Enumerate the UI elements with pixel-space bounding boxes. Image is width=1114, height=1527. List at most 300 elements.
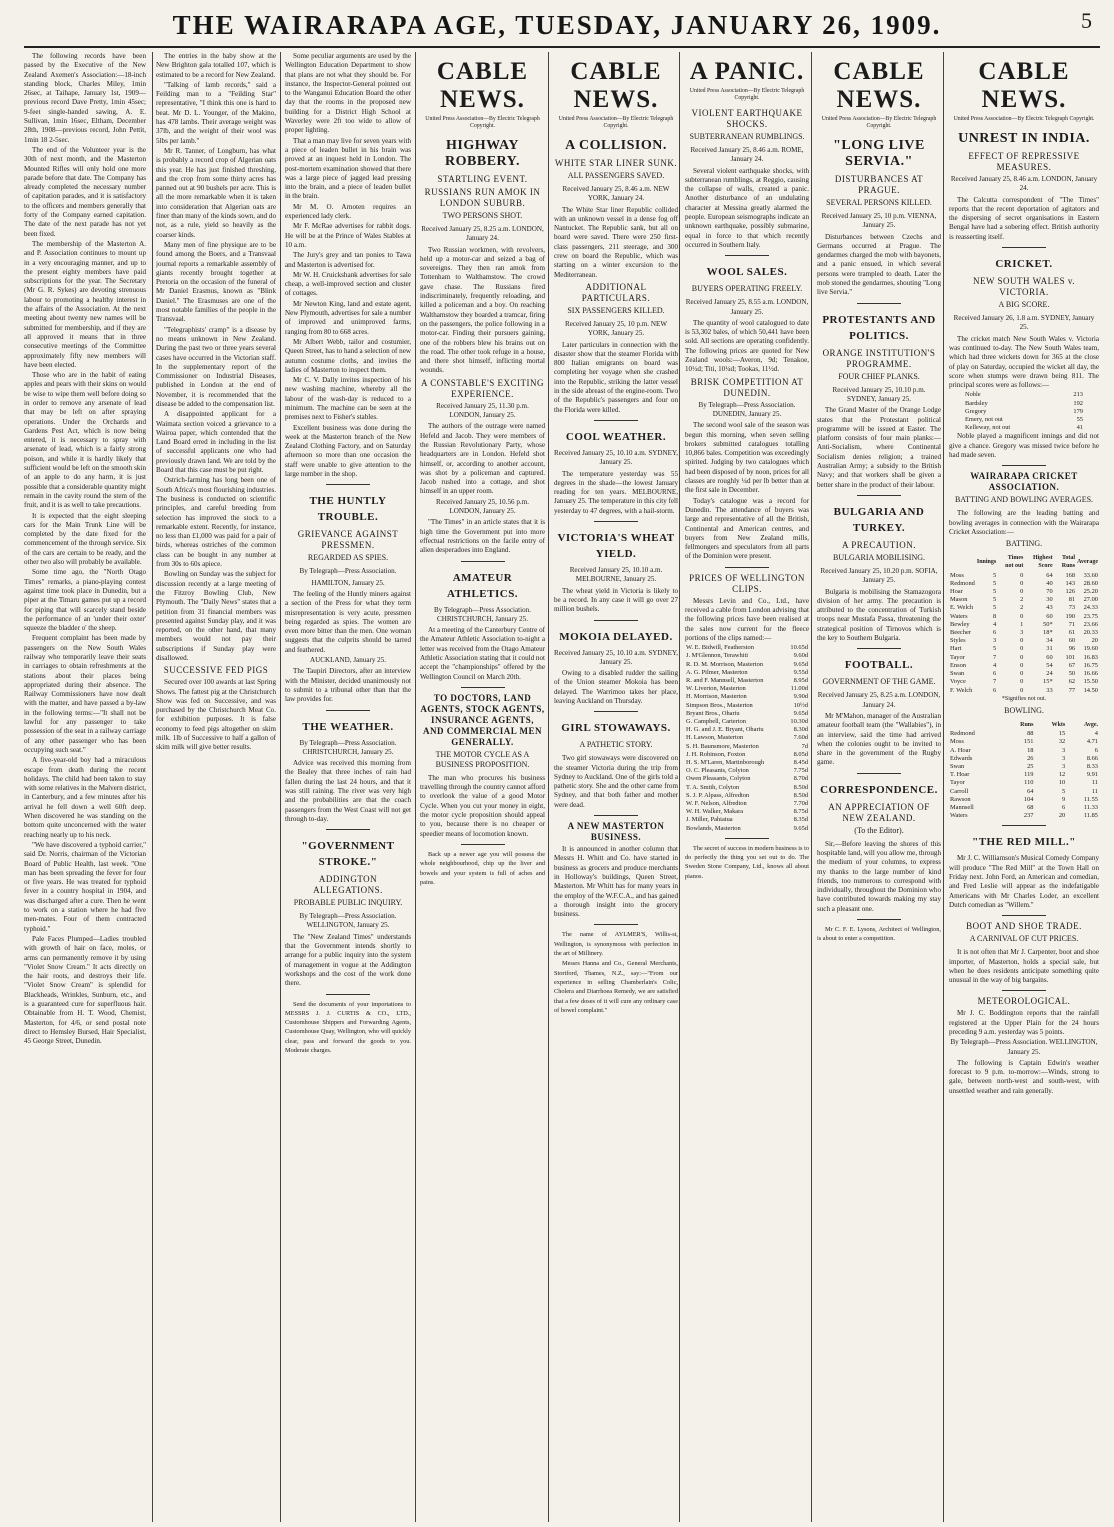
stat-value: 73 [1068,604,1076,612]
stat-value: 168 [1065,571,1076,579]
advertisement: The secret of success in modern business is to do perfectly the thing you set out to do. The Sweden Stone Company, Ltd., knows all about pianos. [685,844,809,880]
stat-value: 30 [1046,596,1053,604]
stat-value: 26 [1027,754,1034,762]
stat-value: 88 [1027,730,1034,738]
clip-name: S. J. P. Alpass, Alfredton [686,791,750,799]
divider [1002,915,1046,916]
stat-value: 27.00 [1083,596,1098,604]
article-headline: BOOT AND SHOE TRADE. [966,921,1082,932]
stat-value: 25 [1027,763,1034,771]
stat-value: 6 [1062,804,1066,812]
stat-value: 15* [1043,678,1053,686]
player-name: Tayor [950,653,965,661]
table-row [685,677,809,685]
column-header: Wkts [1051,722,1066,728]
article-subhead: SIX PASSENGERS KILLED. [567,305,665,315]
player-runs: 192 [1073,399,1083,407]
article-subhead: PRICES OF WELLINGTON CLIPS. [689,572,805,594]
stat-value: 18 [1027,746,1034,754]
table-row [949,662,1099,670]
paragraph: Mr Albert Webb, tailor and costumier, Queen Street, has to hand a selection of new autumn costume cloths, and invites the ladies of Masterton to inspect them. [285,337,411,374]
notice-text: Secured over 100 awards at last Spring Shows. The fattest pig at the Christchurch Show was fed on Successive, and was purchased by the Christchurch Meat Co. for exhibition purposes. It is false economy to feed pigs altogether on skim milk. 1lb of Successive to half a gallon of skim milk will give better results. [156,678,276,752]
article-subhead: NEW SOUTH WALES v. VICTORIA. [972,276,1076,298]
divider [857,495,901,496]
dateline: Received January 25, 10.10 a.m. MELBOURNE, January 25. [569,566,663,584]
dateline: By Telegraph—Press Association. CHRISTCHURCH, January 25. [299,738,397,756]
dateline: Received January 26, 1.8 a.m. SYDNEY, January 25. [953,314,1095,332]
dateline: Received January 25, 10 p.m. VIENNA, January 25. [821,212,937,230]
player-name: Rawson [950,795,971,803]
stat-value: 5 [993,579,997,587]
article-headline: MOKOIA DELAYED. [559,630,673,643]
article-subhead: DISTURBANCES AT PRAGUE. [834,174,924,195]
player-name: Redmond [950,579,975,587]
dateline: By Telegraph—Press Association. CHRISTCHURCH, January 25. [434,605,531,623]
article-subhead: ORANGE INSTITUTION'S PROGRAMME. [822,347,936,369]
masthead-rule [24,46,1100,48]
stat-value: 5 [993,596,997,604]
stat-value: 6 [993,629,997,637]
column-4 [420,52,545,1522]
player-name: F. Welch [950,686,973,694]
stat-value: 151 [1023,738,1034,746]
section-heading: CABLE NEWS. [833,58,925,113]
table-row [685,792,809,800]
article-subhead: TWO PERSONS SHOT. [442,211,523,220]
article-body: "The Times" in an article states that it is high time the Government put into more effectual restrictions on the facile entry of alien desperadoes into England. [420,518,545,555]
clip-name: Bryant Bros., Ohariu [686,709,740,717]
stat-value: 64 [1046,571,1053,579]
article-headline: WOOL SALES. [706,266,788,279]
stat-value: 4 [1094,730,1098,738]
stat-value: 18* [1043,629,1053,637]
paragraph: A disappointed applicant for a Waimata section voiced a grievance to a Wairoa paper, which contended that the Land Board erred in including in the list of successful applicants one who had previously drawn land. We are told by the Board that this case must be put right. [156,410,276,475]
table-row [685,661,809,669]
paragraph: "We have discovered a typhoid carrier," said Dr. Norris, chairman of the Victorian Board of Public Health, last week. "One man has been spreading the fever for four or five years. He was treated for typhoid fever in a country hospital in 1904, and was discharged after a cure. Then he went to work on a station where he had five men-mates. Four of them contracted typhoid." [24,840,146,933]
dateline: Received January 25, 10.10 p.m. SYDNEY, January 25. [832,385,926,403]
article-headline: CORRESPONDENCE. [820,783,938,796]
stat-value: 0 [1020,678,1024,686]
stat-value: 6 [993,686,997,694]
masthead-title: THE WAIRARAPA AGE, TUESDAY, JANUARY 26, 1909. [172,10,942,40]
paragraph: "Telegraphists' cramp" is a disease by no means unknown in New Zealand. During the past two or three years several cases have occurred in the Victorian staff. In the supplementary report of the Commissioner on Industrial Diseases, published in London at the end of November, it is recommended that the disease be added to the compensation list. [156,325,276,408]
clip-name: Bowlands, Masterton [686,824,741,832]
column-header: Innings [976,559,997,566]
article-body: Owing to a disabled rudder the sailing of the Union steamer Mokoia has been delayed. The Warrimoo takes her place, leaving Auckland on Thursday. [554,669,678,705]
table-label: BATTING. [1005,539,1043,549]
table-label: BOWLING. [1004,706,1044,715]
stat-value: 28.60 [1083,579,1098,587]
stat-value: 0 [1020,637,1024,645]
article-subhead: ADDINGTON ALLEGATIONS. [313,874,383,896]
stat-value: 7 [993,653,997,661]
article-body: The man who procures his business travelling through the country cannot afford to overlook the value of a good Motor Cycle. When you cut your money in eight, the motor cycle proposition should appeal to you, because there is no cheaper or speedier means of locomotion known. [420,773,545,838]
divider [326,994,370,995]
column-2 [156,52,276,1522]
notice-heading: SUCCESSIVE FED PIGS [163,665,269,676]
clip-name: J. Miller, Pahiatua [686,816,733,824]
stat-value: 0 [1020,588,1024,596]
table-row [949,645,1099,653]
stat-value: 3 [993,637,997,645]
player-name: Mason [950,596,968,604]
article-headline: THE WEATHER. [302,720,394,733]
advertisement: Back up a newer age you will possess the whole neighbourhood, chip up the liver and bowels and your system is full of aches and pains. [420,850,545,886]
article-body: The temperature yesterday was 55 degrees in the shade—the lowest January reading for ten years. MELBOURNE, January 25. The temperature in this city fell yesterday to 47 degrees, with a hail-storm. [554,469,678,515]
player-name: Hart [950,645,962,653]
article-headline: HIGHWAY ROBBERY. [445,138,520,169]
stat-value: 0 [1020,670,1024,678]
table-row [949,730,1099,738]
table-row [685,759,809,767]
player-name: Edwards [950,754,973,762]
table-row [949,779,1099,787]
article-headline: UNREST IN INDIA. [958,131,1090,146]
dateline: By Telegraph—Press Association. [299,567,397,576]
paragraph: Excellent business was done during the week at the Masterton branch of the New Zealand Clothing Factory, and on Saturday afternoon so more than one occasion the staff were unable to give attention to the large number in the shop. [285,423,411,479]
wire-credit: United Press Association—By Electric Telegraph Copyright. [425,116,540,129]
paragraph: The following records have been passed by the Executive of the New Zealand Axemen's Association:—18-inch standing block, Charles Miley, 1min 26sec, at Taihape, January 1st, 1909—previous record Dave Pretty, 1min 45sec; 9-feet single-handed sawing, A. E. Sullivan, 1min 16sec, Eltham, December 28th, 1908—previous record, John Pettit, 1min 18 2-5sec. [24,52,146,144]
stat-value: 0 [1020,612,1024,620]
player-runs: 55 [1076,416,1083,424]
table-row [949,613,1099,621]
clip-name: H. Morrison, Masterton [686,693,747,701]
player-runs: 179 [1073,407,1083,415]
table-row [949,572,1099,580]
paragraph: The end of the Volunteer year is the 30th of next month, and the Masterton Mounted Rifles will only hold one more parade before that date. The Company has already completed the necessary number of capitation parades, and it is satisfactory to the officers and members generally that forty of the Company earned capitation. The date of the next parade has not yet been fixed. [24,145,146,238]
paragraph: "Talking of lamb records," said a Feilding man to a "Feilding Star" representative, "I think this one is hard to beat. Mr D. L. Younger, of the Makino, has 478 lambs. Their average weight was 37lb, and the weight of their wool was 5lbs per lamb." [156,80,276,145]
table-row [685,743,809,751]
dateline: HAMILTON, January 25. [311,578,385,587]
stat-value: 101 [1065,653,1076,661]
table-footnote: *Signifies not out. [1001,695,1047,702]
player-name: Enson [950,661,966,669]
stat-value: 237 [1023,812,1034,820]
player-name: Gregory [965,407,987,415]
divider [725,255,769,256]
clip-price: 7d [801,742,808,750]
stat-value: 5 [993,571,997,579]
table-row [949,747,1099,755]
article-subhead: SUBTERRANEAN RUMBLINGS. [689,132,805,141]
article-body: The Calcutta correspondent of "The Times" reports that the recent deportation of agitators and the dispersing of secret organisations in Eastern Bengal have had a sobering effect. British authority is reasserting itself. [949,195,1099,241]
article-subhead: THE MOTOR CYCLE AS A BUSINESS PROPOSITION. [435,749,530,769]
article-headline: "THE RED MILL." [972,836,1076,849]
article-body: The feeling of the Huntly miners against a section of the Press for what they term misrepresentation is very acute, pressmen being regarded as spies. The women are even more bitter than the men. One woman suggests that the culprits should be tarred and feathered. [285,589,411,654]
stat-value: 33 [1046,686,1053,694]
stat-value: 16.83 [1083,653,1098,661]
column-header [949,720,1003,730]
table-row [685,825,809,833]
dateline: By Telegraph—Press Association. WELLINGTON, January 25. [950,1038,1098,1056]
table-row [949,738,1099,746]
dateline: AUCKLAND, January 25. [309,656,387,665]
table-row [685,702,809,710]
article-headline: A NEW MASTERTON BUSINESS. [567,821,665,843]
article-headline: "LONG LIVE SERVIA." [833,138,925,169]
article-body: Mr J. C. Williamson's Musical Comedy Company will produce "The Red Mill" at the Town Hall on Friday next. John Ford, an American and comedian, and Fred Leslie will appear as the indefatigable Americans with Mr Charles Loder, an excellent Dutch comedian as "Willem." [949,854,1099,909]
column-8 [949,52,1099,1522]
stat-value: 96 [1068,645,1076,653]
stat-value: 8.66 [1086,754,1098,762]
article-headline: BULGARIA AND TURKEY. [833,505,925,534]
divider [461,844,505,845]
clip-name: S. H. Baunsmore, Masterton [686,742,759,750]
stat-value: 11.85 [1083,812,1098,820]
article-body: The Grand Master of the Orange Lodge states that the Protestant political programme will be issued at Easter. The platform consists of four main planks:—Anti-Socialism, where Continental Socialism denies religion; a trained Australian Army; a subsidy to the British Navy; and that workers shall be given a better share in the product of their labour. [817,406,941,489]
table-row [685,767,809,775]
column-6 [685,52,809,1522]
stat-value: 3 [1020,629,1024,637]
stat-value: 7 [993,678,997,686]
clip-name: T. A. Smith, Colyton [686,783,740,791]
table-row [685,685,809,693]
dateline: Received January 25, 8.46 a.m. ROME, January 24. [690,146,804,164]
clip-name: J. M'Glennon, Terawhiti [686,652,748,660]
player-name: Emery, not out [965,416,1003,424]
player-name: Waters [950,812,968,820]
divider [857,303,901,304]
divider [857,773,901,774]
clip-price: 8.30d [793,726,808,734]
stat-value: 4.71 [1086,738,1098,746]
article-body: Advice was received this morning from the Bealey that three inches of rain had fallen during the last 24 hours, and that it was still raining. The river was very high and the probabilities are that the coach passengers from the West Coast will not get through to-day. [285,759,411,823]
clip-price: 7.60d [793,734,808,742]
clip-price: 8.45d [793,759,808,767]
section-heading: A PANIC. [689,58,805,85]
article-subhead: WHITE STAR LINER SUNK. [554,158,678,168]
stat-value: 9.91 [1086,771,1098,779]
player-name: Tayor [950,779,965,787]
paragraph: Mr M. O. Arnoten requires an experienced lady clerk. [285,202,411,221]
article-body: The wheat yield in Victoria is likely to be a record. In any case it will go over 27 million bushels. [554,586,678,614]
divider [1002,990,1046,991]
article-headline: METEOROLOGICAL. [977,996,1071,1007]
article-subhead: A BIG SCORE. [998,300,1050,310]
divider [326,484,370,485]
paragraph: Mr W. H. Cruickshank advertises for sale cheap, a well-improved section and cluster of cottages. [285,270,411,298]
stat-value: 0 [1020,645,1024,653]
table-row [949,604,1099,612]
stat-value: 61 [1068,629,1076,637]
article-body: Mr M'Mahon, manager of the Australian amateur football team (the "Wallabies"), in an interview, said the time had arrived when the colonies ought to be invited to share in the government of the Rugby game. [817,711,941,767]
article-headline: VICTORIA'S WHEAT YIELD. [557,532,675,561]
advertisement: The name of AYLMER'S, Willis-st, Wellington, is synonymous with perfection in the art of Millinery. [554,931,678,958]
player-name: T. Hoar [950,771,970,779]
clip-price: 8.50d [793,783,808,791]
table-row [949,763,1099,771]
clip-price: 7.75d [793,767,808,775]
article-subhead: SEVERAL PERSONS KILLED. [826,198,932,207]
article-subhead: (To the Editor). [854,825,904,835]
section-heading: CABLE NEWS. [570,58,662,113]
table-row [964,416,1084,424]
player-name: Mannsell [950,804,974,812]
article-body: It is not often that Mr J. Carpenter, boot and shoe importer, of Masterton, holds a special sale, but when he does residents anticipate something quite unusual in the way of big bargains. [949,948,1099,985]
paragraph: It is expected that the eight sleeping cars for the Main Trunk Line will be completed by the date fixed for the commencement of the through service. Six of the cars are certain to be ready, and the other two also will probably be available. [24,511,146,567]
table-row [949,629,1099,637]
article-subhead: A CONSTABLE'S EXCITING EXPERIENCE. [421,377,544,399]
column-header [949,553,976,571]
column-3 [285,52,411,1522]
table-row [685,816,809,824]
stat-value: 67 [1068,661,1076,669]
stat-value: 3 [1062,754,1066,762]
clip-name: H. S. M'Laren, Martinborough [686,759,765,767]
table-row [949,654,1099,662]
stat-value: 64 [1027,787,1034,795]
stat-value: 8 [993,612,997,620]
article-body: Two girl stowaways were discovered on the steamer Victoria during the trip from Sydney to Auckland. One of the girls told a pathetic story. She and the other came from Sydney, and that both father and mother were dead. [554,754,678,809]
clip-name: O. C. Pleasants, Colyton [686,767,749,775]
wire-credit: United Press Association—By Electric Telegraph Copyright. [558,116,674,129]
paragraph: The entries in the baby show at the New Brighton gala totalled 107, which is estimated to be a record for New Zealand. [156,52,276,79]
paragraph: Many men of fine physique are to be found among the Boers, and a Transvaal journal reports a remarkable assembly of giants recently brought together at Pretoria on the occasion of the funeral of Mr Daniel Erasmus, known as "Blink Daniel." The Erasmuses are one of the most notable families of the people in the Transvaal. [156,240,276,324]
table-row [949,687,1099,695]
clip-name: Simpson Bros., Masterton [686,701,753,709]
table-row [964,424,1084,432]
article-body: The "New Zealand Times" understands that the Government intends shortly to arrange for a public inquiry into the system of management in vogue at the Addington workshops and the cost of the work done there. [285,932,411,988]
column-header: Avge. [1083,722,1098,728]
wire-credit: United Press Association—By Electric Telegraph Copyright. [689,88,805,101]
column-1 [24,52,146,1522]
divider [1002,825,1046,826]
stat-value: 60 [1068,637,1076,645]
advertisement: Send the documents of your importations to MESSRS J. J. CURTIS & CO., LTD., Customhouse Shippers and Forwarding Agents, Customhouse Quay, Wellington, who will quickly clear, pass and forward the goods to you. Moderate charges. [285,1000,411,1055]
player-name: Bewley [950,620,970,628]
column-header: Total Runs [1061,555,1076,570]
paragraph: The Jury's grey and tan ponies to Tawa and Masterton is advertised for. [285,251,411,269]
divider [594,420,638,421]
article-subhead: REGARDED AS SPIES. [307,553,389,563]
table-row [685,784,809,792]
paragraph: The membership of the Masterton A. and P. Association continues to mount up in a very encouraging manner, and up to the present eighty members have paid subscriptions for the year. The Secretary (Mr G. R. Sykes) are devoting strenuous labour to promoting a healthy interest in the affairs of the Association. At the next meeting about twenty new names will be submitted for membership, and if they are all approved it means that in three consecutive meetings of the Committee approximately fifty new members will have been elected. [24,239,146,369]
clip-price: 10½d [793,701,808,709]
article-subhead: ADDITIONAL PARTICULARS. [581,281,651,303]
stat-value: 43 [1046,604,1053,612]
column-header: Highest Score [1032,555,1053,570]
paragraph: Mr R. Tanner, of Longburn, has what is probably a record crop of Algerian oats this year. He has just finished threshing, and the crop from some thirty acres has panned out at 90 bushels per acre. This is all the more remarkable when it is taken into consideration that Algerian oats are finer than many of the kinds sown, and do not, as a rule, yield so heavily as the coarser kinds. [156,146,276,239]
divider [857,648,901,649]
paragraph: Pale Faces Plumped—Ladies troubled with growth of hair on face, moles, or arms can permanently remove it by using "Violet Snow Cream." It acts directly on the hair roots, and destroys their life. "Violet Snow Cream" is splendid for Blackheads, Wrinkles, Sunburn, etc., and is a guaranteed cure for superfluous hair. Obtainable from H. T. Wood, Chemist, Masterton, for 4/6, or send postal note direct to Hemsley Bursed, Hair Specialist, 45 George Street, Dunedin. [24,934,146,1046]
stat-value: 3 [1062,763,1066,771]
advertisement: Messrs Hanna and Co., General Merchants, Stortford, Thames, N.Z., say:—"From our experience in selling Chamberlain's Colic, Cholera and Diarrhoea Remedy, we are satisfied that a few doses of it will cure any ordinary case of bowel complaint." [554,960,678,1014]
stat-value: 0 [1020,579,1024,587]
player-name: A. Hoar [950,746,971,754]
clip-name: R. and F. Mannsell, Masterton [686,676,764,684]
table-row [949,796,1099,804]
dateline: Received January 25, 10.10 a.m. SYDNEY, January 25. [554,648,678,666]
clip-name: Owen Pleasants, Colyton [686,775,751,783]
stat-value: 5 [993,588,997,596]
clip-name: H. Lawson, Masterton [686,734,744,742]
player-runs: 213 [1073,391,1083,399]
article-headline: CRICKET. [995,258,1053,271]
clip-price: 9.60d [793,652,808,660]
section-heading: CABLE NEWS. [436,58,529,113]
stat-value: 16.66 [1083,670,1098,678]
divider [594,815,638,816]
stat-value: 110 [1024,779,1034,787]
stat-value: 119 [1024,771,1034,779]
player-name: Voyce [950,678,966,686]
player-name: Moss [950,571,964,579]
article-body: Bulgaria is mobilising the Stamazogora division of her army. The precaution is attributed to the concentration of Turkish troops near Mustafa Passa, threatening the strategical position of Tirnovos which is the key to Southern Bulgaria. [817,587,941,643]
table-row [685,652,809,660]
table-row [685,718,809,726]
stat-value: 6 [1094,746,1098,754]
stat-value: 0 [1020,686,1024,694]
stat-value: 50* [1043,620,1053,628]
stat-value: 1 [1020,620,1024,628]
column-header: Average [1077,559,1098,566]
stat-value: 54 [1046,661,1053,669]
article-subhead: BULGARIA MOBILISING. [833,552,925,562]
article-subhead: STARTLING EVENT. [437,174,528,184]
player-name: Redmond [950,730,975,738]
paragraph: Some peculiar arguments are used by the Wellington Education Department to show that plans are not what they should be. For instance, the Inspector-General pointed out to the Wanganui Education Board the other day that the rooms in the proposed new building for a District High School at Waverley were 2ft too wide to allow of proper lighting. [285,52,411,135]
divider [594,521,638,522]
clip-name: J. H. Robinson, Foxton [686,750,746,758]
dateline: Received January 25, 8.46 a.m. LONDON, January 24. [950,175,1098,193]
stat-value: 0 [1020,661,1024,669]
stat-value: 15 [1058,730,1066,738]
clip-price: 10.65d [790,644,808,652]
article-headline: GIRL STOWAWAYS. [561,722,671,735]
stat-value: 23.66 [1083,620,1098,628]
table-row [685,734,809,742]
column-header: Runs [1020,722,1034,728]
stat-value: 20 [1091,637,1098,645]
table-row [949,804,1099,812]
article-subhead: A PATHETIC STORY. [579,740,653,750]
dateline: Received January 25, 10.20 p.m. SOFIA, January 25. [820,566,938,585]
table-row [685,775,809,783]
article-headline: "GOVERNMENT STROKE." [301,840,395,869]
stat-value: 70 [1046,588,1053,596]
player-name: Hoar [950,588,963,596]
stat-value: 11.55 [1083,795,1098,803]
table-row [949,596,1099,604]
player-name: Carroll [950,787,969,795]
table-row [685,751,809,759]
stat-value: 50 [1068,670,1076,678]
stat-value: 62 [1068,678,1076,686]
wire-credit: United Press Association—By Electric Telegraph Copyright. [953,116,1095,122]
divider [326,710,370,711]
stat-value: 11 [1091,779,1098,787]
stat-value: 31 [1046,645,1053,653]
player-name: Kelleway, not out [965,424,1011,432]
paragraph: Those who are in the habit of eating apples and pears with their skins on would be wise to wipe them well before doing so in order to remove any arsenate of lead that may be left on after spraying operations. Under the Orchards and Gardens Pest Act, which is now being entered, it is necessary to spray with arsenate of lead, which is a fairly strong poison, and while it is hardly likely that sufficient would be left on the smooth skin of an apple to do any harm, it is just possible that a considerable quantity might remain in the cavity round the stem of the fruit, and it is as well to take precautions. [24,371,146,510]
divider [725,567,769,568]
divider [461,687,505,688]
clip-name: W. F. Nelson, Alfredton [686,800,747,808]
article-body: Several violent earthquake shocks, with subterranean rumblings, at Reggio, causing the collapse of walls, created a panic. Another disturbance of an undulating character at Messina greatly alarmed the people. European seismographs indicate an unknown earthquake, possibly submarine, equal in force to that which recently occurred in Southern Italy. [685,166,809,249]
table-row [685,669,809,677]
table-row [949,637,1099,645]
player-runs: 41 [1076,424,1083,432]
bowling-averages-table [949,720,1099,820]
clip-price: 7.70d [793,800,808,808]
clip-name: G. Campbell, Carterton [686,718,746,725]
paragraph: That a man may live for seven years with a piece of leaden bullet in his brain was proved at an inquest held in London. The post-mortem examination showed that there was a large piece of jagged lead pressing into the brain, and a piece of leaden bullet in the brain. [285,136,411,201]
divider [1002,465,1046,466]
stat-value: 5 [1062,787,1066,795]
clip-price: 8.95d [793,676,808,684]
column-header: Times not out [1005,555,1024,570]
table-row [949,678,1099,686]
